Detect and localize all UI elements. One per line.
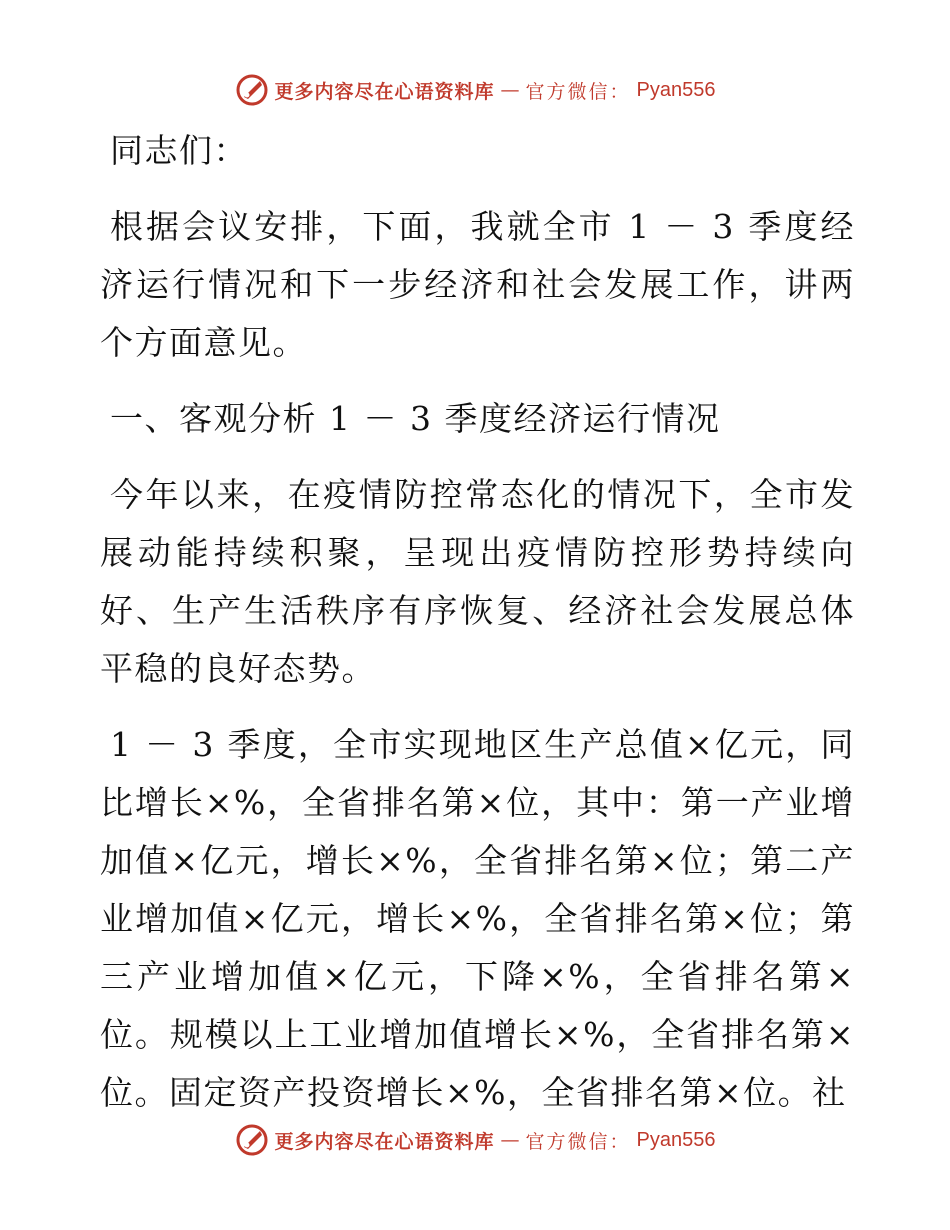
- banner-brand: 更多内容尽在心语资料库: [274, 1130, 495, 1153]
- paragraph-statistics: 1 － 3 季度，全市实现地区生产总值×亿元，同比增长×%，全省排名第×位，其中：第一产业增加值×亿元，增长×%，全省排名第×位；第二产业增加值×亿元，增长×%，全省排名第×位；第三产业增加值×亿元，下降×%，全省排名第×位。规模以上工业增加值增长×%，全省排名第×位。固定资产投资增长×%，全省排名第×位。社: [100, 725, 855, 1112]
- quill-logo-icon: [235, 1123, 269, 1157]
- document-body: [100, 122, 855, 1122]
- banner-wechat-id: Pyan556: [636, 78, 716, 101]
- banner-wechat-label: 官方微信：: [525, 1130, 631, 1153]
- greeting: 同志们：: [110, 131, 248, 170]
- banner-brand: 更多内容尽在心语资料库: [274, 80, 495, 103]
- header-banner: [0, 70, 950, 110]
- banner-separator: —: [500, 1129, 520, 1151]
- quill-logo-icon: [235, 73, 269, 107]
- footer-banner: [0, 1120, 950, 1160]
- paragraph-overview: 今年以来，在疫情防控常态化的情况下，全市发展动能持续积聚，呈现出疫情防控形势持续向好、生产生活秩序有序恢复、经济社会发展总体平稳的良好态势。: [100, 475, 855, 688]
- section-heading: 一、客观分析 1 － 3 季度经济运行情况: [110, 399, 721, 438]
- banner-separator: —: [500, 79, 520, 101]
- banner-wechat-id: Pyan556: [636, 1128, 716, 1151]
- paragraph-intro: 根据会议安排，下面，我就全市 1 － 3 季度经济运行情况和下一步经济和社会发展工作，讲两个方面意见。: [100, 207, 855, 362]
- banner-wechat-label: 官方微信：: [525, 80, 631, 103]
